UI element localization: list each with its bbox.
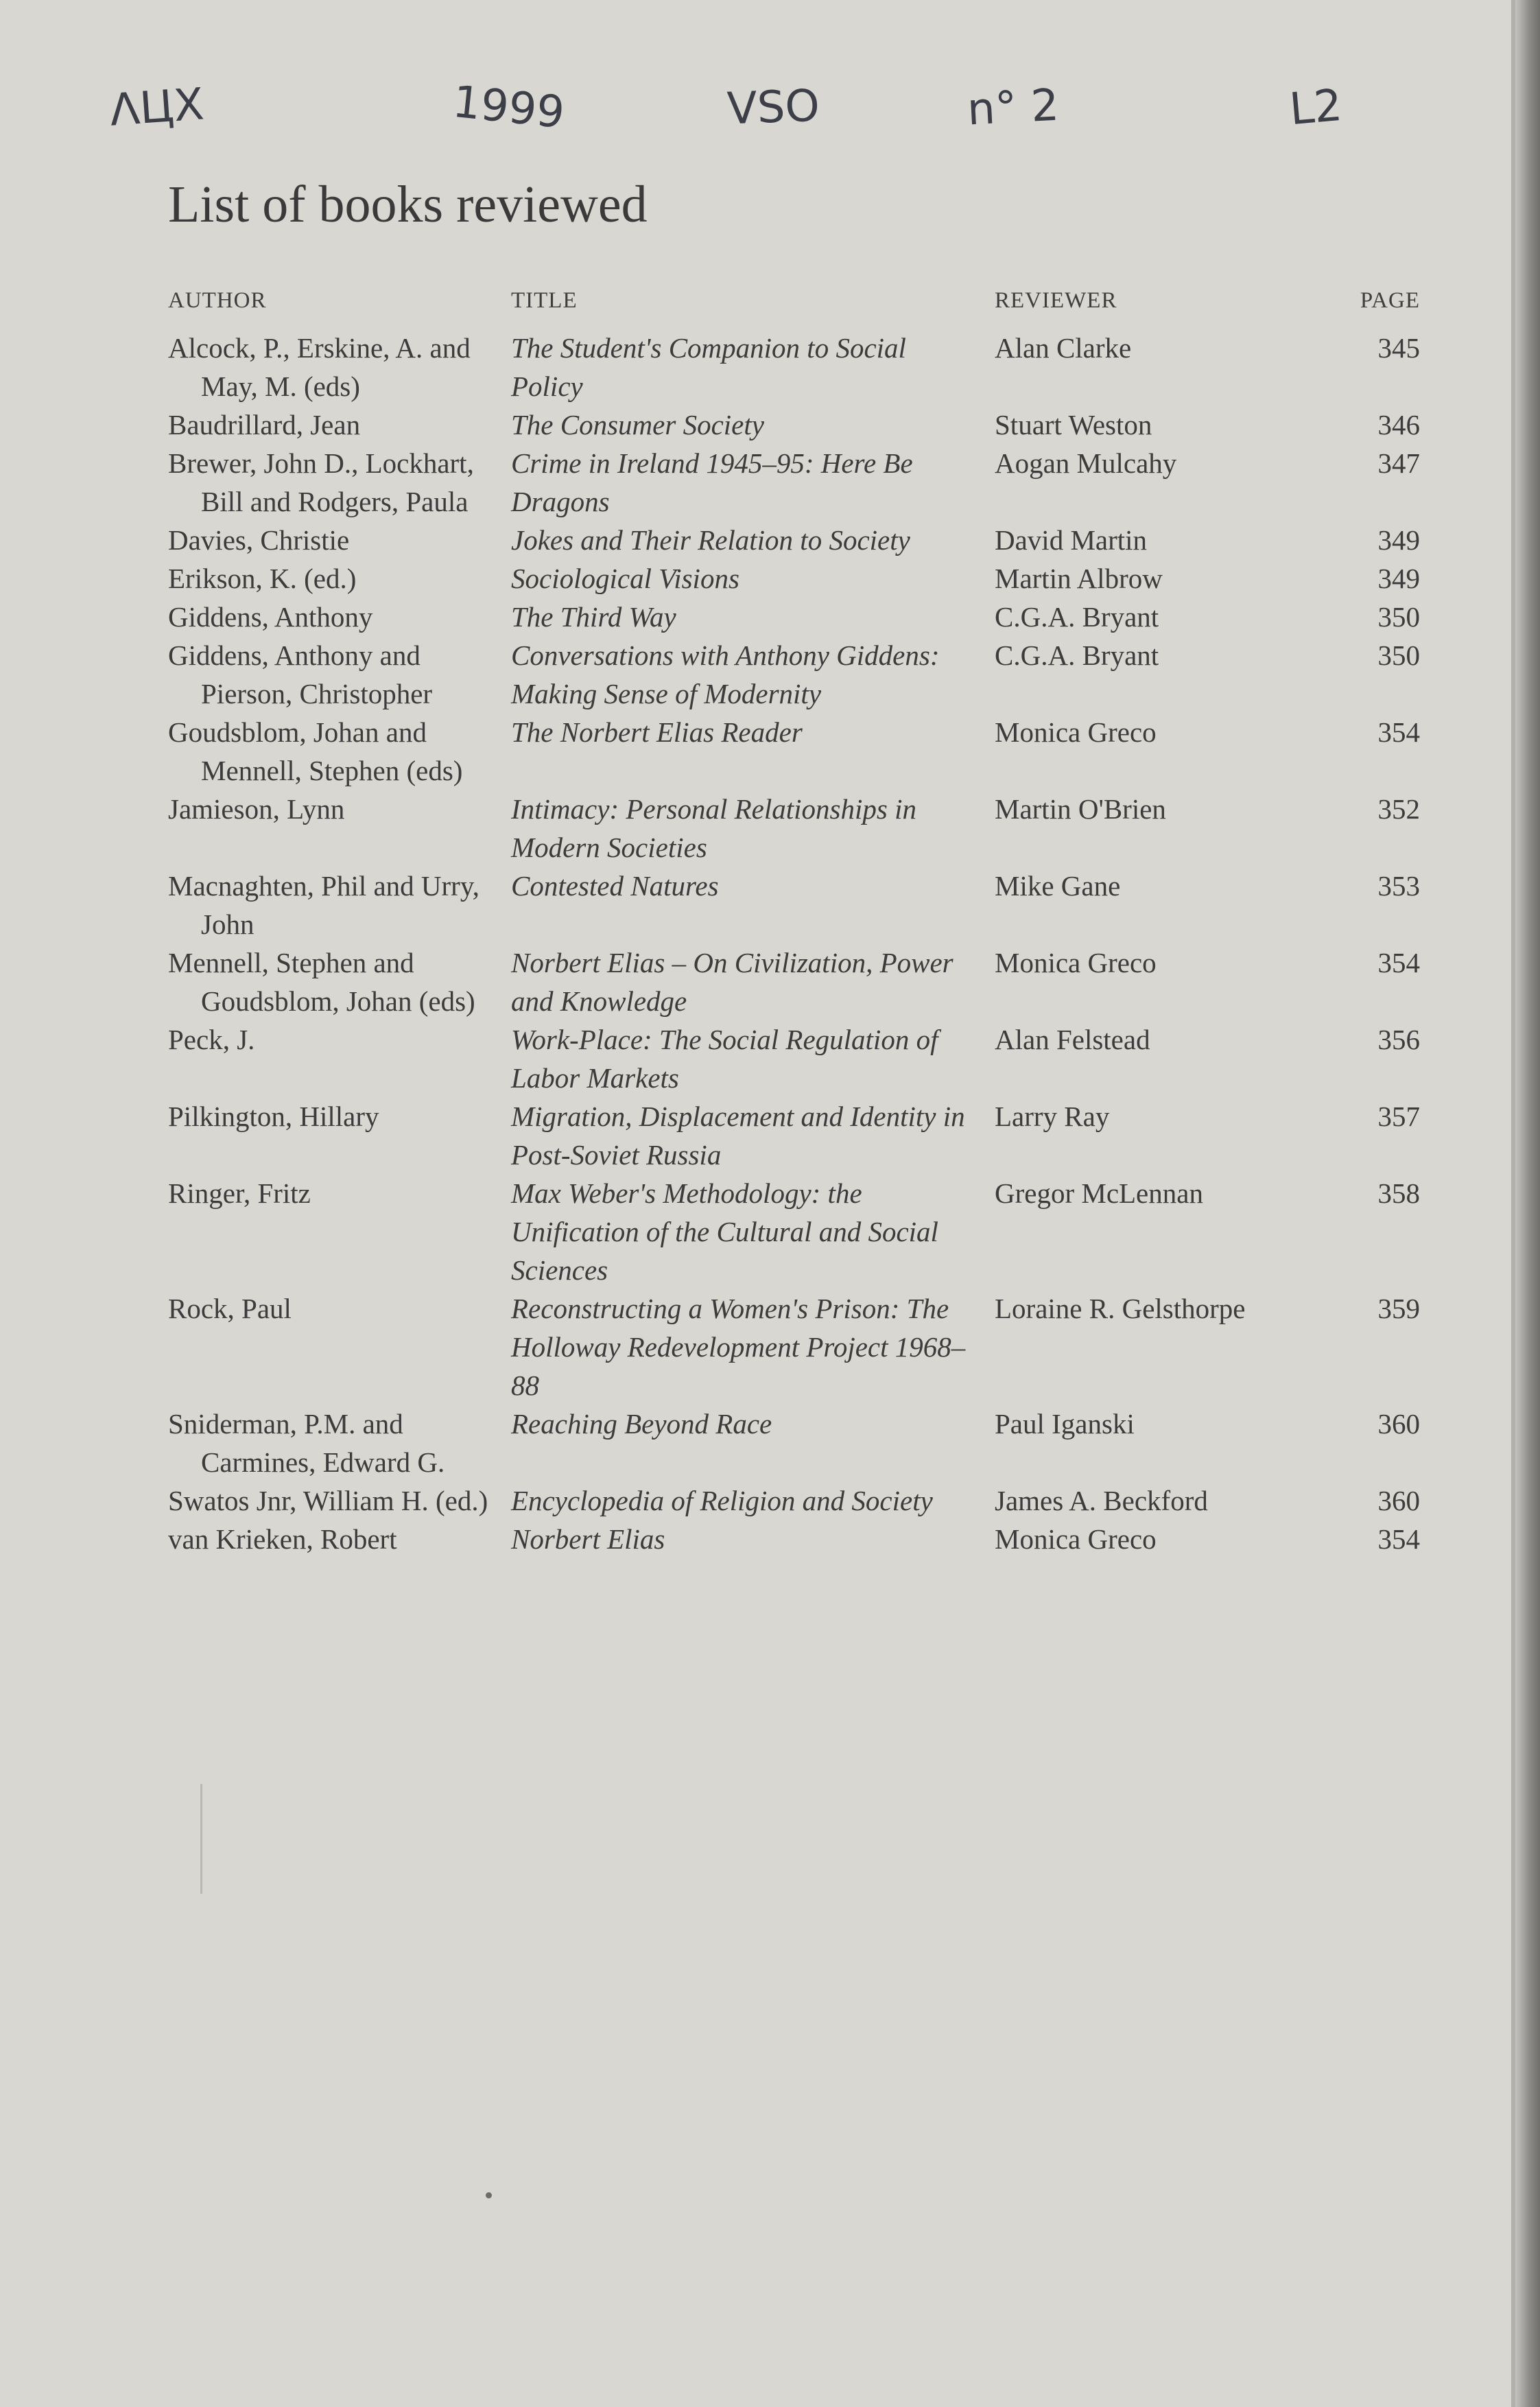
cell-title: Crime in Ireland 1945–95: Here Be Dragons: [511, 447, 913, 517]
cell-reviewer: Loraine R. Gelsthorpe: [995, 1293, 1246, 1324]
cell-reviewer: Monica Greco: [995, 1523, 1157, 1555]
cell-page: 349: [1377, 524, 1420, 556]
cell-reviewer: Aogan Mulcahy: [995, 447, 1177, 479]
cell-author: Davies, Christie: [168, 524, 350, 556]
cell-reviewer: Larry Ray: [995, 1101, 1110, 1132]
cell-reviewer: David Martin: [995, 524, 1148, 556]
table-body: [168, 329, 1420, 1558]
cell-author: Swatos Jnr, William H. (ed.): [168, 1485, 488, 1516]
annotation-text: ΛЦΧ: [108, 79, 206, 137]
annotation-number: n° 2: [966, 80, 1061, 136]
page-gutter-shadow: [1513, 0, 1540, 2407]
cell-title: Reconstructing a Women's Prison: The Holloway Redevelopment Project 1968–88: [511, 1293, 966, 1401]
cell-title: Norbert Elias – On Civilization, Power and Knowledge: [511, 947, 953, 1017]
cell-title: Encyclopedia of Religion and Society: [511, 1485, 933, 1516]
cell-title: The Third Way: [511, 601, 676, 633]
cell-title: Reaching Beyond Race: [511, 1408, 772, 1440]
annotation-code: L2: [1287, 80, 1344, 136]
cell-reviewer: Alan Felstead: [995, 1024, 1150, 1055]
table-row: [168, 1020, 1420, 1097]
column-header-page: PAGE: [1360, 288, 1420, 313]
cell-title: Intimacy: Personal Relationships in Modern Societies: [511, 793, 916, 863]
books-table: [168, 271, 1420, 1558]
cell-reviewer: Mike Gane: [995, 870, 1121, 902]
cell-author: Baudrillard, Jean: [168, 409, 361, 441]
cell-title: Max Weber's Methodology: the Unification of the Cultural and Social Sciences: [511, 1177, 938, 1286]
cell-author: Erikson, K. (ed.): [168, 563, 357, 594]
annotation-year: 1999: [450, 76, 567, 139]
cell-reviewer: Monica Greco: [995, 716, 1157, 748]
cell-author: Giddens, Anthony: [168, 601, 373, 633]
cell-page: 357: [1377, 1101, 1420, 1132]
cell-page: 360: [1377, 1408, 1420, 1440]
cell-page: 356: [1377, 1024, 1420, 1055]
table-row: [168, 598, 1420, 636]
table-row: [168, 1289, 1420, 1405]
cell-page: 359: [1377, 1293, 1420, 1324]
cell-page: 353: [1377, 870, 1420, 902]
cell-page: 354: [1377, 1523, 1420, 1555]
table-row: [168, 406, 1420, 444]
cell-reviewer: Alan Clarke: [995, 332, 1132, 364]
cell-page: 358: [1377, 1177, 1420, 1209]
table-row: [168, 943, 1420, 1020]
cell-reviewer: Monica Greco: [995, 947, 1157, 978]
cell-title: Jokes and Their Relation to Society: [511, 524, 910, 556]
table-row: [168, 790, 1420, 867]
table-row: [168, 1174, 1420, 1289]
column-header-reviewer: REVIEWER: [995, 288, 1117, 313]
cell-author: Brewer, John D., Lockhart, Bill and Rodgers, Paula: [168, 447, 474, 517]
table-row: [168, 444, 1420, 521]
cell-page: 352: [1377, 793, 1420, 825]
cell-author: Jamieson, Lynn: [168, 793, 345, 825]
cell-title: Contested Natures: [511, 870, 719, 902]
column-header-title: TITLE: [511, 288, 578, 313]
table-row: [168, 867, 1420, 943]
cell-page: 360: [1377, 1485, 1420, 1516]
table-header: [168, 271, 1420, 319]
cell-reviewer: C.G.A. Bryant: [995, 639, 1159, 671]
cell-reviewer: Martin O'Brien: [995, 793, 1166, 825]
table-row: [168, 559, 1420, 598]
cell-author: Alcock, P., Erskine, A. and May, M. (eds): [168, 332, 471, 402]
cell-page: 354: [1377, 947, 1420, 978]
table-row: [168, 329, 1420, 406]
cell-title: The Norbert Elias Reader: [511, 716, 803, 748]
cell-reviewer: C.G.A. Bryant: [995, 601, 1159, 633]
cell-title: The Student's Companion to Social Policy: [511, 332, 906, 402]
cell-page: 354: [1377, 716, 1420, 748]
cell-author: Rock, Paul: [168, 1293, 292, 1324]
handwritten-annotations: [108, 76, 1379, 158]
annotation-volume: VSO: [726, 80, 821, 135]
page-edge: [1511, 0, 1515, 2407]
stray-dot-mark: [486, 2192, 492, 2198]
cell-title: Sociological Visions: [511, 563, 739, 594]
cell-author: Ringer, Fritz: [168, 1177, 311, 1209]
cell-page: 346: [1377, 409, 1420, 441]
cell-reviewer: Stuart Weston: [995, 409, 1152, 441]
cell-author: van Krieken, Robert: [168, 1523, 397, 1555]
cell-title: Conversations with Anthony Giddens: Making Sense of Modernity: [511, 639, 940, 709]
cell-page: 350: [1377, 639, 1420, 671]
cell-author: Macnaghten, Phil and Urry, John: [168, 870, 479, 940]
column-header-author: AUTHOR: [168, 288, 267, 313]
cell-title: The Consumer Society: [511, 409, 764, 441]
cell-author: Goudsblom, Johan and Mennell, Stephen (eds): [168, 716, 463, 786]
table-row: [168, 713, 1420, 790]
cell-page: 349: [1377, 563, 1420, 594]
table-row: [168, 1097, 1420, 1174]
cell-author: Mennell, Stephen and Goudsblom, Johan (eds): [168, 947, 475, 1017]
cell-page: 347: [1377, 447, 1420, 479]
cell-title: Work-Place: The Social Regulation of Labor Markets: [511, 1024, 938, 1094]
cell-page: 350: [1377, 601, 1420, 633]
cell-author: Giddens, Anthony and Pierson, Christopher: [168, 639, 433, 709]
table-row: [168, 636, 1420, 713]
cell-page: 345: [1377, 332, 1420, 364]
cell-title: Migration, Displacement and Identity in Post-Soviet Russia: [511, 1101, 965, 1171]
table-row: [168, 1481, 1420, 1520]
page-title: List of books reviewed: [168, 176, 648, 233]
cell-author: Peck, J.: [168, 1024, 255, 1055]
cell-reviewer: Martin Albrow: [995, 563, 1163, 594]
cell-author: Sniderman, P.M. and Carmines, Edward G.: [168, 1408, 445, 1478]
cell-reviewer: James A. Beckford: [995, 1485, 1208, 1516]
table-row: [168, 1405, 1420, 1481]
table-row: [168, 521, 1420, 559]
table-row: [168, 1520, 1420, 1558]
cell-title: Norbert Elias: [511, 1523, 665, 1555]
cell-author: Pilkington, Hillary: [168, 1101, 379, 1132]
cell-reviewer: Paul Iganski: [995, 1408, 1135, 1440]
stray-pencil-mark: [200, 1784, 202, 1894]
cell-reviewer: Gregor McLennan: [995, 1177, 1203, 1209]
